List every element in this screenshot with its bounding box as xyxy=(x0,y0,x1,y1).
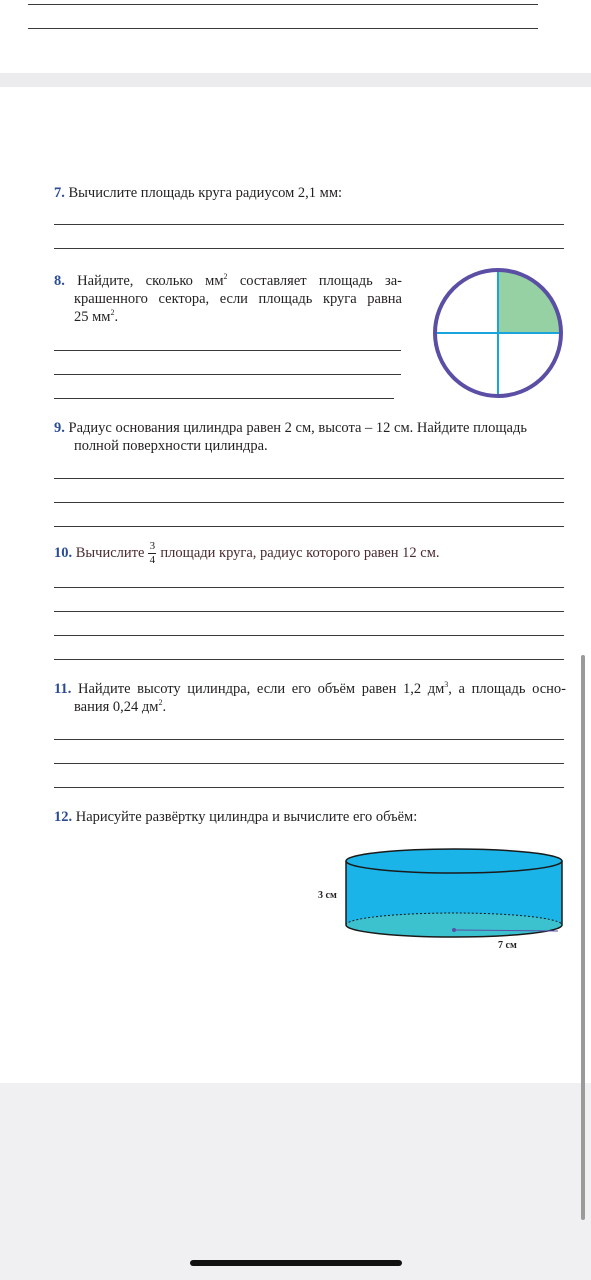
question-text: Найдите высоту цилиндра, если его объём равен 1,2 дм xyxy=(77,681,445,697)
superscript: 3 xyxy=(444,680,449,690)
question-11 xyxy=(54,680,566,716)
question-text: Вычислите xyxy=(75,544,145,561)
center-point xyxy=(452,928,456,932)
question-number: 12. xyxy=(54,809,73,825)
answer-line xyxy=(54,659,564,660)
answer-line xyxy=(54,763,564,764)
question-text: Радиус основания цилиндра равен 2 см, высота – 12 см. Найдите площадь xyxy=(68,420,527,436)
question-text: Нарисуйте развёртку цилиндра и вычислите его объём: xyxy=(75,809,418,825)
question-number: 10. xyxy=(54,544,73,561)
question-text: . xyxy=(114,309,119,325)
question-10 xyxy=(54,541,440,566)
answer-line xyxy=(54,374,401,375)
answer-line xyxy=(54,248,564,249)
answer-line xyxy=(54,502,564,503)
question-text: . xyxy=(162,699,167,715)
vertical-scrollbar[interactable] xyxy=(581,655,585,1220)
fraction-numerator: 3 xyxy=(149,540,156,552)
question-text: Вычислите площадь круга радиусом 2,1 мм: xyxy=(68,185,343,201)
radius-label: 7 см xyxy=(498,940,517,951)
answer-line xyxy=(54,526,564,527)
fraction xyxy=(148,541,156,566)
page-separator xyxy=(0,73,591,87)
answer-line xyxy=(54,478,564,479)
answer-line xyxy=(54,635,564,636)
answer-line xyxy=(54,787,564,788)
answer-line xyxy=(28,28,538,29)
home-indicator[interactable] xyxy=(190,1260,402,1266)
cylinder-top-face xyxy=(346,849,562,873)
answer-line xyxy=(54,587,564,588)
question-text: площади круга, радиус которого равен 12 см. xyxy=(160,544,440,561)
cylinder-figure xyxy=(340,845,570,945)
previous-page-fragment xyxy=(0,0,591,73)
question-number: 9. xyxy=(54,420,65,436)
question-number: 8. xyxy=(54,273,65,289)
answer-line xyxy=(28,4,538,5)
answer-line xyxy=(54,350,401,351)
question-text-line: крашенного сектора, если площадь круга равна xyxy=(74,291,402,307)
height-label: 3 см xyxy=(318,890,337,901)
question-number: 7. xyxy=(54,185,65,201)
question-text: составляет площадь за- xyxy=(227,273,403,289)
answer-line xyxy=(54,398,394,399)
question-text-line: полной поверхности цилиндра. xyxy=(74,438,268,454)
superscript: 2 xyxy=(158,698,163,708)
answer-line xyxy=(54,739,564,740)
question-12 xyxy=(54,808,417,826)
question-text: , а площадь осно- xyxy=(448,681,566,697)
question-7 xyxy=(54,184,342,202)
superscript: 2 xyxy=(110,308,115,318)
question-text: 25 мм xyxy=(74,309,111,325)
question-text: Найдите, сколько мм xyxy=(77,273,224,289)
question-8 xyxy=(54,272,402,326)
superscript: 2 xyxy=(223,272,228,282)
question-number: 11. xyxy=(54,681,72,697)
answer-line xyxy=(54,611,564,612)
answer-line xyxy=(54,224,564,225)
fraction-denominator: 4 xyxy=(149,554,156,566)
question-text: вания 0,24 дм xyxy=(74,699,159,715)
question-9 xyxy=(54,419,566,455)
sector-circle-figure xyxy=(430,265,566,401)
